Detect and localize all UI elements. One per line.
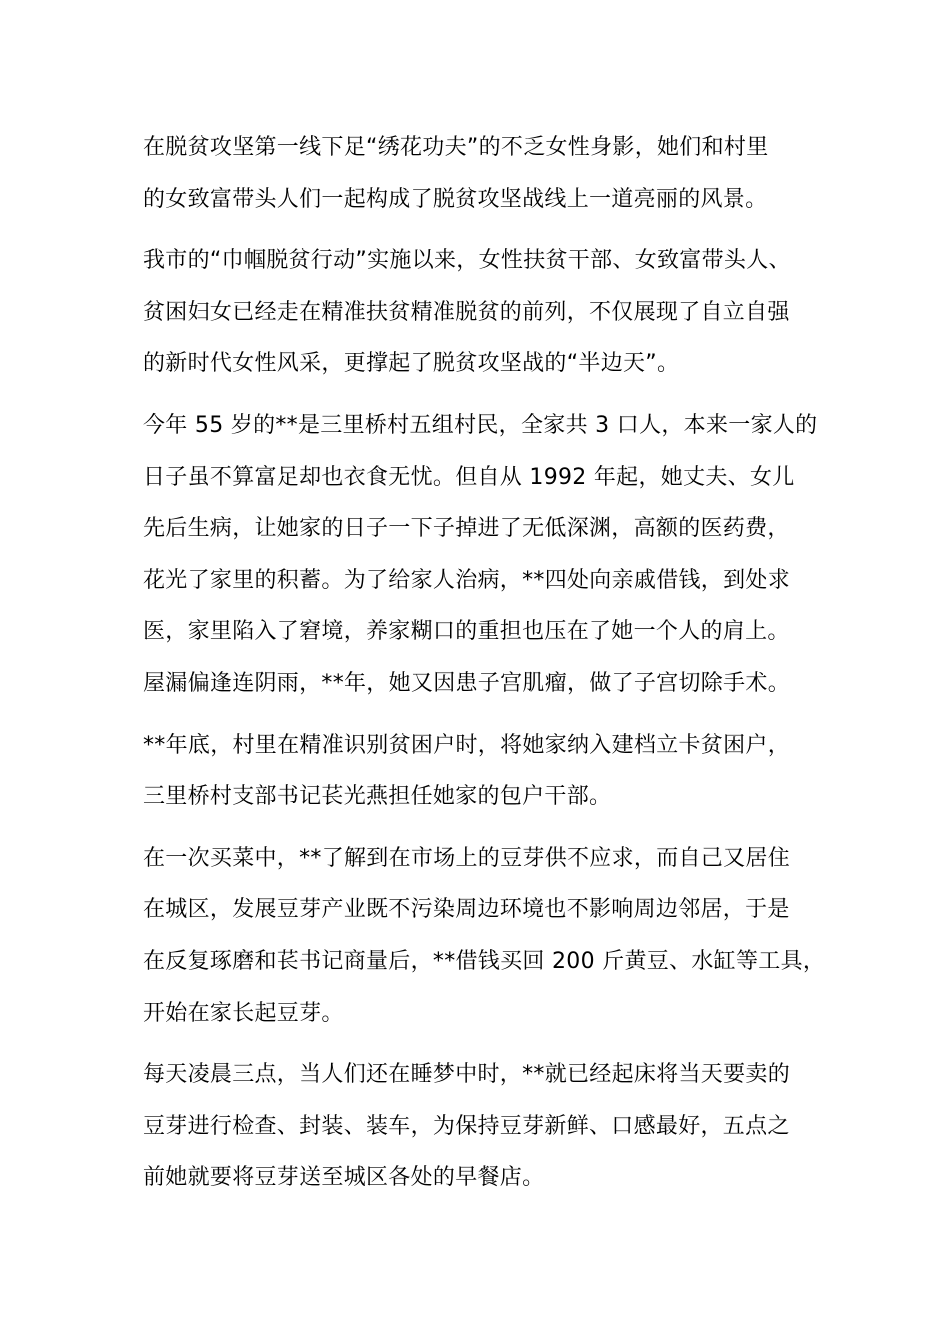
- text-line: 在城区，发展豆芽产业既不污染周边环境也不影响周边邻居，于是: [143, 897, 790, 923]
- text-line: 在脱贫攻坚第一线下足“绣花功夫”的不乏女性身影，她们和村里: [143, 135, 769, 160]
- text-line: 日子虽不算富足却也衣食无忧。但自从 1992 年起，她丈夫、女儿: [143, 464, 795, 490]
- text-line: 在反复琢磨和苌书记商量后，**借钱买回 200 斤黄豆、水缸等工具，: [143, 948, 826, 974]
- text-line: 贫困妇女已经走在精准扶贫精准脱贫的前列，不仅展现了自立自强: [143, 299, 790, 325]
- paragraph: [143, 1049, 813, 1204]
- paragraph: [143, 400, 818, 710]
- text-line: 在一次买菜中，**了解到在市场上的豆芽供不应求，而自己又居住: [143, 845, 791, 871]
- text-line: 开始在家长起豆芽。: [143, 1000, 344, 1026]
- text-line: 医，家里陷入了窘境，养家糊口的重担也压在了她一个人的肩上。: [143, 619, 790, 645]
- text-line: 花光了家里的积蓄。为了给家人治病，**四处向亲戚借钱，到处求: [143, 567, 791, 593]
- text-line: **年底，村里在精准识别贫困户时，将她家纳入建档立卡贫困户，: [143, 732, 791, 758]
- text-line: 豆芽进行检查、封装、装车，为保持豆芽新鲜、口感最好，五点之: [143, 1113, 790, 1139]
- paragraph: [143, 235, 813, 390]
- text-line: 的女致富带头人们一起构成了脱贫攻坚战线上一道亮丽的风景。: [143, 186, 768, 212]
- paragraph: [143, 833, 826, 1039]
- text-line: 先后生病，让她家的日子一下子掉进了无低深渊，高额的医药费，: [143, 516, 790, 542]
- document-body: [143, 122, 826, 1214]
- paragraph: [143, 122, 813, 225]
- text-line: 三里桥村支部书记苌光燕担任她家的包户干部。: [143, 784, 612, 810]
- text-line: 的新时代女性风采，更撑起了脱贫攻坚战的“半边天”。: [143, 351, 680, 377]
- text-line: 我市的“巾帼脱贫行动”实施以来，女性扶贫干部、女致富带头人、: [143, 248, 791, 274]
- text-line: 屋漏偏逢连阴雨，**年，她又因患子宫肌瘤，做了子宫切除手术。: [143, 670, 791, 696]
- text-line: 每天凌晨三点，当人们还在睡梦中时，**就已经起床将当天要卖的: [143, 1062, 791, 1088]
- text-line: 今年 55 岁的**是三里桥村五组村民，全家共 3 口人，本来一家人的: [143, 412, 818, 438]
- text-line: 前她就要将豆芽送至城区各处的早餐店。: [143, 1165, 545, 1191]
- paragraph: [143, 720, 813, 823]
